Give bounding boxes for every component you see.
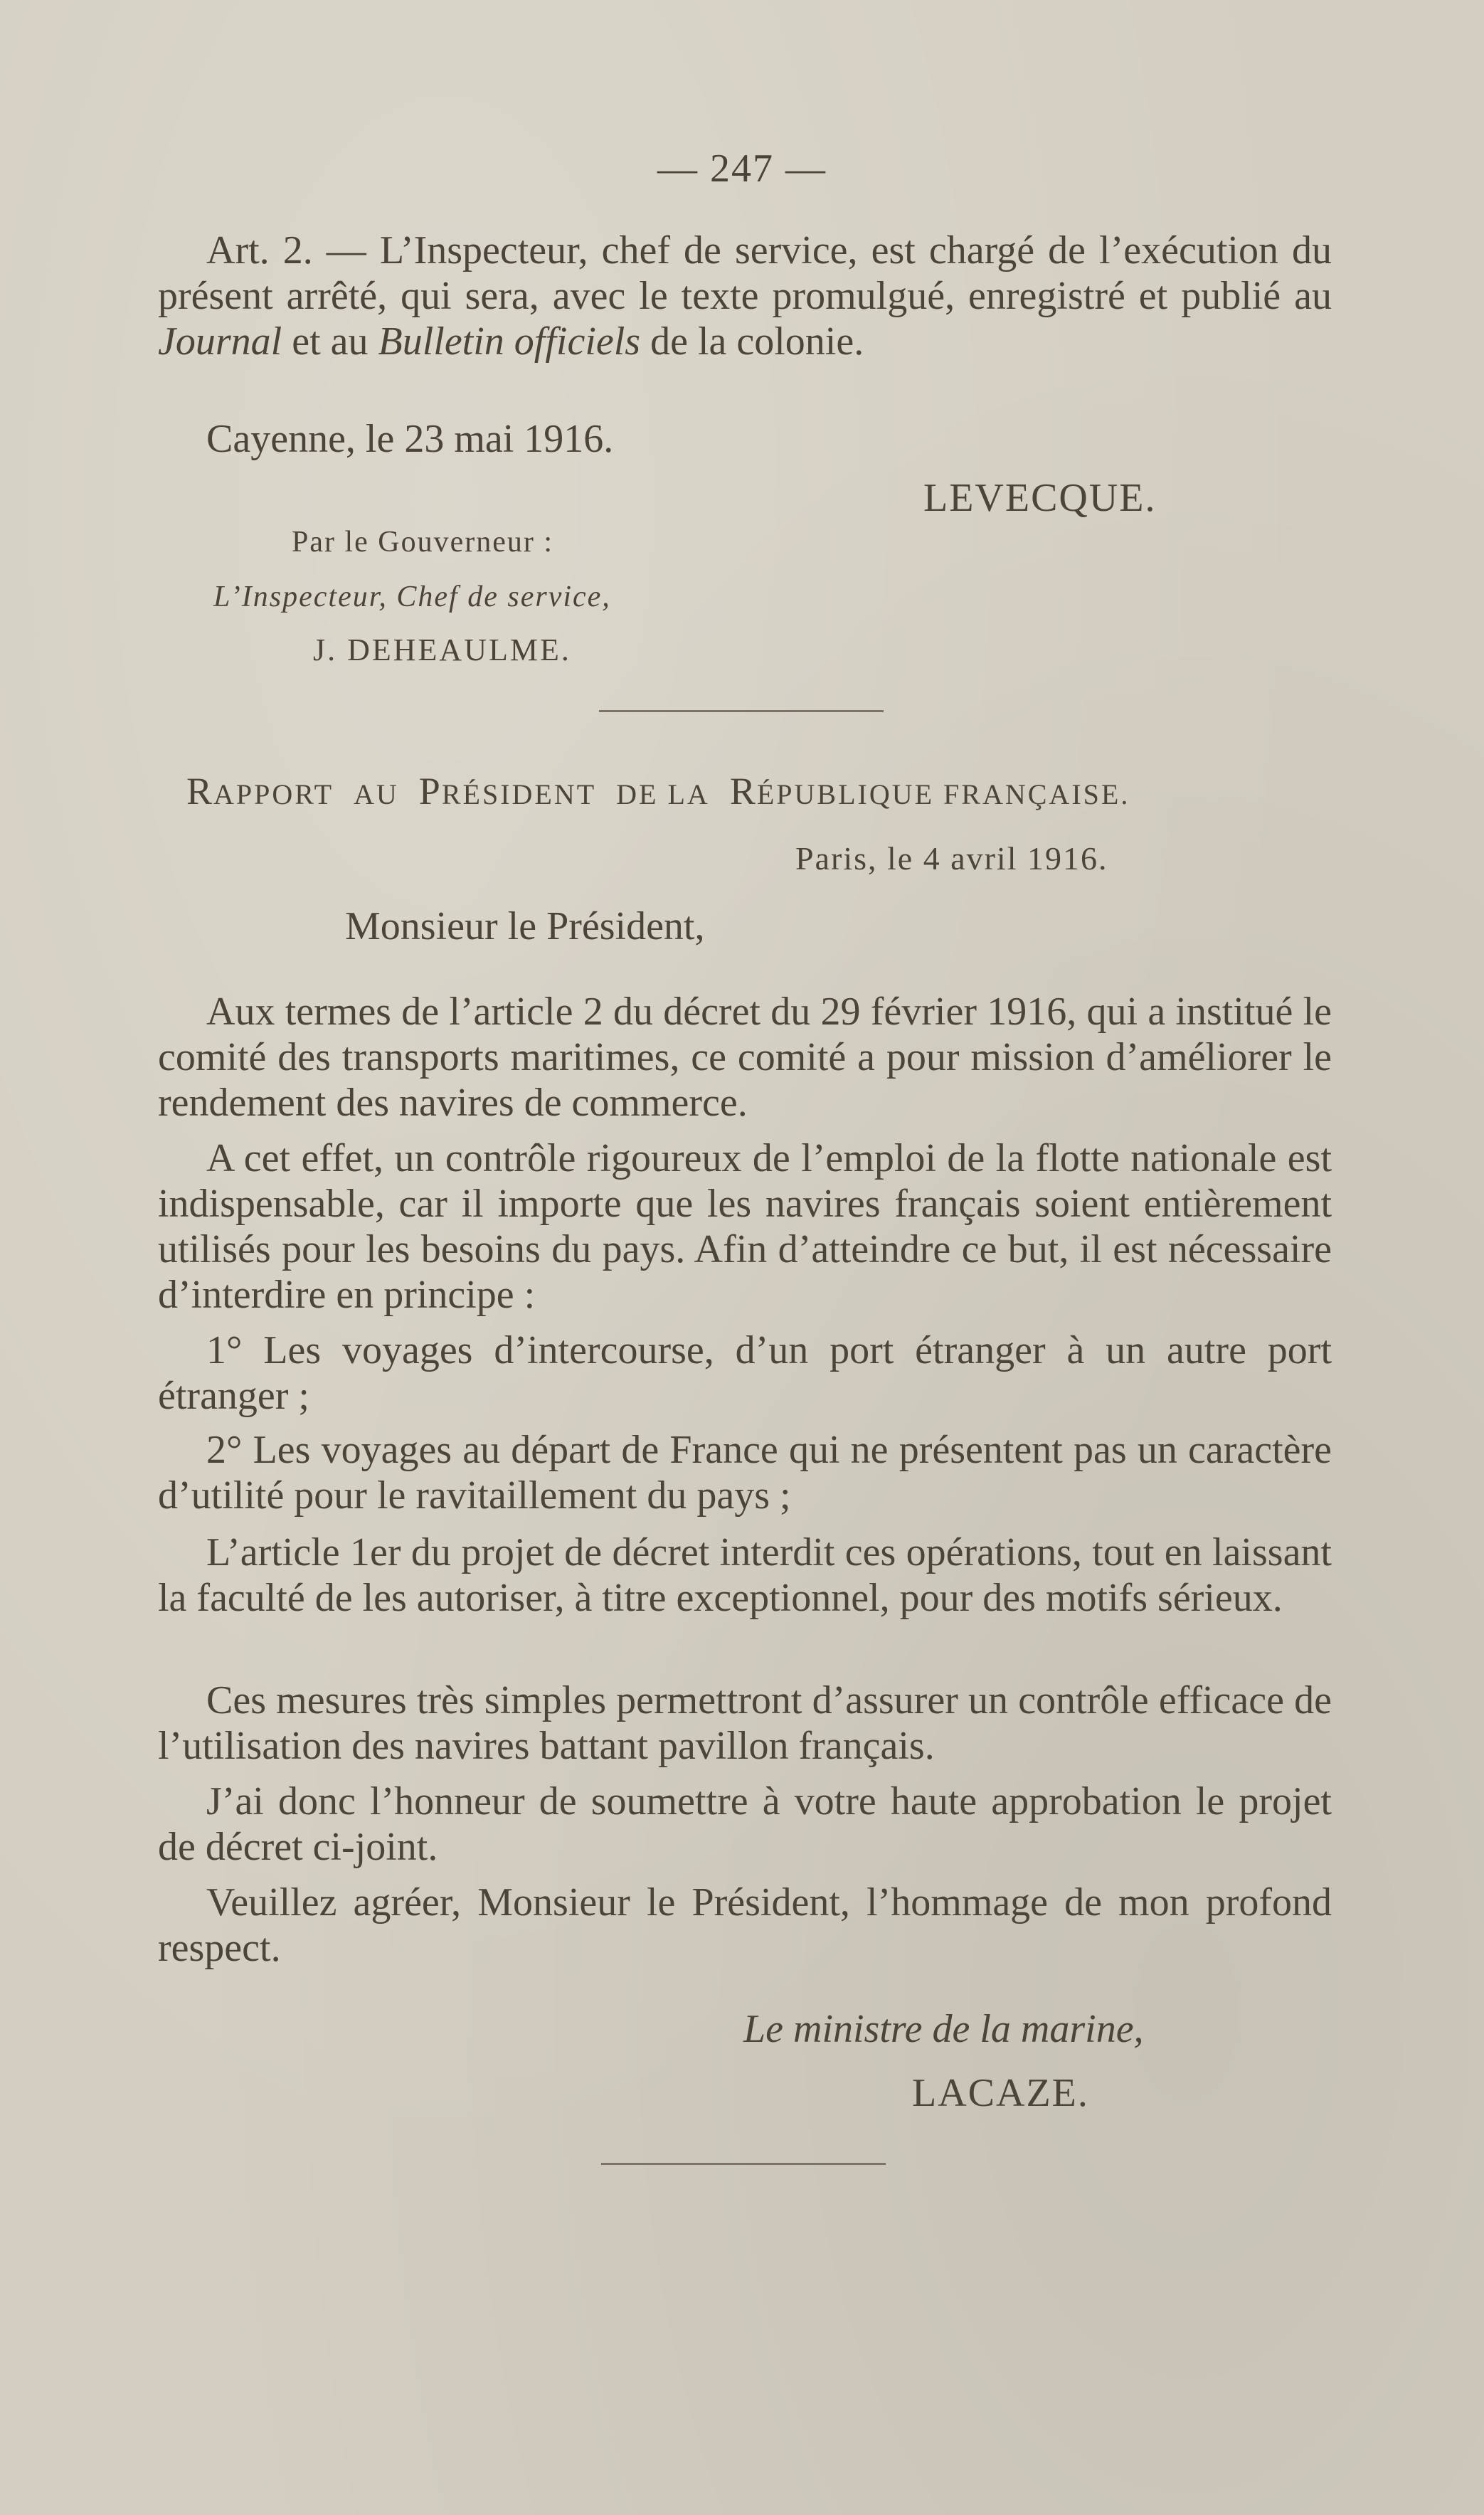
report-paragraph-1 xyxy=(158,989,1332,1126)
report-paragraph-5 xyxy=(158,1530,1332,1621)
title-word-president: RÉSIDENT xyxy=(441,778,597,810)
report-paragraph-2-text: A cet effet, un contrôle rigoureux de l’emploi de la flotte nationale est indispensable, car il importe que les navires français soient entièrement utilisés pour les besoins du pays. Afin d’atteindre ce but, il est nécessaire d’interdire en principe : xyxy=(158,1136,1332,1317)
report-paragraph-8 xyxy=(158,1880,1332,1971)
par-le-gouverneur: Par le Gouverneur : xyxy=(292,526,554,558)
journal-title: Journal xyxy=(158,319,282,364)
report-date: Paris, le 4 avril 1916. xyxy=(795,840,1108,877)
article-label: Art. 2. xyxy=(206,228,313,272)
title-initial-p: P xyxy=(418,770,442,812)
governor-signature: LEVECQUE. xyxy=(923,476,1157,520)
title-word-au: AU xyxy=(354,778,399,810)
article-end: de la colonie. xyxy=(650,319,864,364)
bulletin-title: Bulletin officiels xyxy=(378,319,641,364)
et-au-text: et au xyxy=(292,319,369,364)
report-paragraph-6-text: Ces mesures très simples permettront d’assurer un contrôle efficace de l’utilisation des navires battant pavillon français. xyxy=(158,1678,1332,1768)
title-word-rapport: APPORT xyxy=(213,778,334,810)
page-number: — 247 — xyxy=(657,147,827,191)
section-divider xyxy=(599,710,884,712)
report-paragraph-7 xyxy=(158,1779,1332,1870)
report-paragraph-4-text: 2° Les voyages au départ de France qui ne présentent pas un caractère d’utilité pour le ravitaillement du pays ; xyxy=(158,1428,1332,1518)
salutation: Monsieur le Président, xyxy=(345,904,705,948)
place-date: Cayenne, le 23 mai 1916. xyxy=(206,417,614,461)
report-paragraph-7-text: J’ai donc l’honneur de soumettre à votre haute approbation le projet de décret ci-joint. xyxy=(158,1779,1332,1869)
title-initial-r2: R xyxy=(729,770,757,812)
report-paragraph-3-text: 1° Les voyages d’intercourse, d’un port étranger à un autre port étranger ; xyxy=(158,1328,1332,1418)
report-paragraph-5-text: L’article 1er du projet de décret interdit ces opérations, tout en laissant la faculté de les autoriser, à titre exceptionnel, pour des motifs sérieux. xyxy=(158,1530,1332,1620)
report-paragraph-4 xyxy=(158,1427,1332,1518)
title-word-de-la: DE LA xyxy=(616,778,710,810)
article-text: — L’Inspecteur, chef de service, est chargé de l’exécution du présent arrêté, qui sera, avec le texte promulgué, enregistré et publié au xyxy=(158,228,1332,318)
report-paragraph-8-text: Veuillez agréer, Monsieur le Président, l’hommage de mon profond respect. xyxy=(158,1880,1332,1970)
inspector-title: L’Inspecteur, Chef de service, xyxy=(213,581,611,613)
report-paragraph-6 xyxy=(158,1678,1332,1769)
report-title xyxy=(186,768,1130,814)
title-word-republique: ÉPUBLIQUE FRANÇAISE. xyxy=(756,778,1130,810)
title-initial-r: R xyxy=(186,770,214,812)
closing-divider xyxy=(601,2163,886,2165)
article-2-paragraph xyxy=(158,228,1332,364)
minister-name: LACAZE. xyxy=(912,2071,1089,2115)
report-paragraph-3 xyxy=(158,1328,1332,1419)
report-paragraph-1-text: Aux termes de l’article 2 du décret du 29 février 1916, qui a institué le comité des transports maritimes, ce comité a pour mission d’améliorer le rendement des navires de commerce. xyxy=(158,990,1332,1125)
report-paragraph-2 xyxy=(158,1135,1332,1318)
inspector-name: J. DEHEAULME. xyxy=(313,632,571,667)
minister-title: Le ministre de la marine, xyxy=(743,2007,1144,2051)
